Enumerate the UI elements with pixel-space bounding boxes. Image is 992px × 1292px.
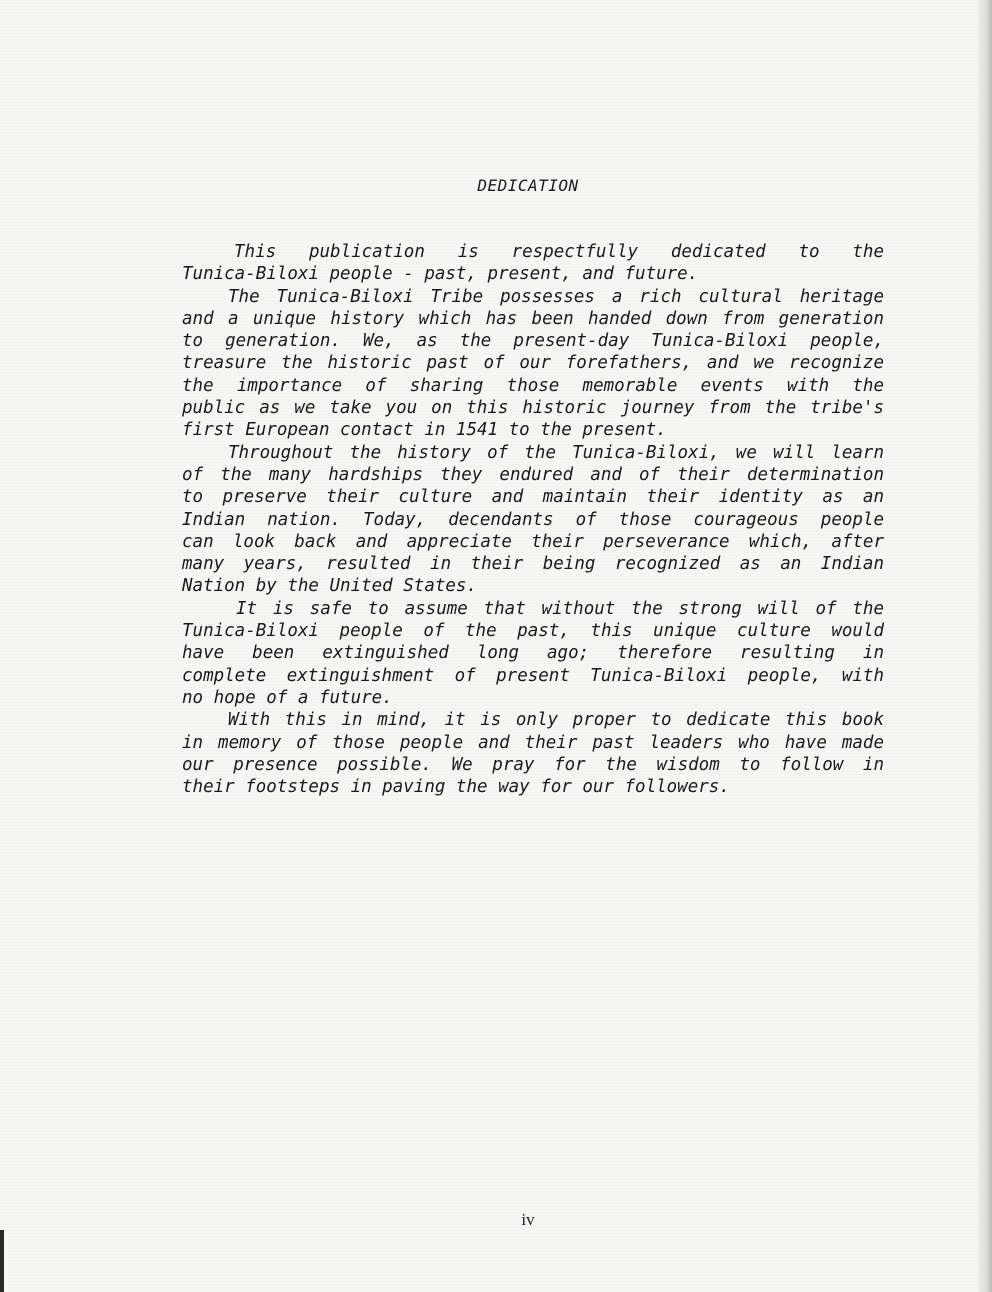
paragraph-4 [182,598,884,709]
text-line: It is safe to assume that without the strong will of the [236,598,884,619]
text-line: first European contact in 1541 to the present. [182,420,667,441]
text-line: This publication is respectfully dedicated to the [234,242,884,262]
text-line: treasure the historic past of our forefathers, and we recognize [182,353,884,374]
text-line: The Tunica-Biloxi Tribe possesses a rich cultural heritage [228,286,884,307]
text-line: and a unique history which has been handed down from generation [182,308,884,329]
paragraph-3 [182,442,884,598]
text-line: public as we take you on this historic journey from the tribe's [182,398,884,419]
paragraph-2 [182,286,884,442]
paragraph-1 [182,241,884,286]
text-line: complete extinguishment of present Tunica-Biloxi people, with [182,665,884,686]
text-line: Indian nation. Today, decendants of those courageous people [182,509,884,530]
text-line: Throughout the history of the Tunica-Biloxi, we will learn [228,442,884,463]
text-line: to generation. We, as the present-day Tunica-Biloxi people, [182,331,884,352]
dedication-body [182,241,884,798]
text-line: Tunica-Biloxi people - past, present, and future. [182,264,699,285]
binding-mark [0,1230,4,1292]
text-line: no hope of a future. [182,687,393,708]
text-line: our presence possible. We pray for the wisdom to follow in [182,754,884,775]
text-line: Tunica-Biloxi people of the past, this unique culture would [182,621,884,642]
text-line: their footsteps in paving the way for our followers. [182,777,730,798]
text-line: in memory of those people and their past leaders who have made [182,732,884,753]
text-line: to preserve their culture and maintain their identity as an [182,487,884,508]
text-line: With this in mind, it is only proper to dedicate this book [228,710,884,731]
text-line: Nation by the United States. [182,576,478,597]
text-line: the importance of sharing those memorable events with the [182,375,884,396]
text-line: many years, resulted in their being recognized as an Indian [182,554,884,575]
text-line: can look back and appreciate their perseverance which, after [182,531,884,552]
text-line: of the many hardships they endured and of their determination [182,464,884,485]
page-number: iv [521,1210,535,1229]
page-title: DEDICATION [477,176,579,195]
paragraph-5 [182,709,884,798]
text-line: have been extinguished long ago; therefore resulting in [182,643,884,664]
